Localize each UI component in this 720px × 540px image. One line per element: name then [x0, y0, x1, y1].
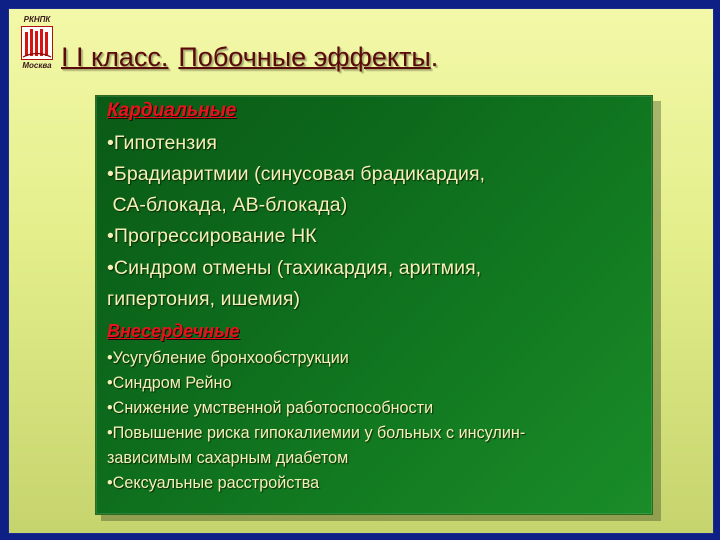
cardiac-item: гипертония, ишемия): [107, 288, 301, 310]
cardiac-item: •Прогрессирование НК: [107, 225, 317, 247]
noncardiac-item: •Сексуальные расстройства: [107, 474, 320, 492]
cardiac-item: СА-блокада, АВ-блокада): [107, 194, 348, 216]
slide: [8, 8, 714, 534]
noncardiac-item: зависимым сахарным диабетом: [107, 449, 349, 467]
title-period: .: [430, 42, 439, 72]
noncardiac-item: •Повышение риска гипокалиемии у больных с инсулин-: [107, 424, 526, 442]
slide-title: [61, 41, 438, 73]
cardiac-item: •Брадиаритмии (синусовая брадикардия,: [107, 163, 486, 185]
logo-bottom-text: Москва: [22, 61, 52, 70]
noncardiac-item: •Усугубление бронхообструкции: [107, 349, 349, 367]
title-side-effects: [178, 42, 438, 72]
cardiac-item: •Синдром отмены (тахикардия, аритмия,: [107, 257, 482, 279]
noncardiac-item: •Снижение умственной работоспособности: [107, 399, 434, 417]
heading-cardiac: Кардиальные: [107, 100, 237, 121]
content-panel: [95, 95, 653, 515]
title-side-effects-text: Побочные эффекты: [178, 42, 431, 72]
logo-emblem-icon: [21, 26, 53, 60]
noncardiac-item: •Синдром Рейно: [107, 374, 232, 392]
logo-top-text: РКНПК: [23, 15, 51, 24]
cardiac-item: •Гипотензия: [107, 132, 217, 154]
rknpk-logo: [18, 15, 56, 73]
heading-noncardiac: Внесердечные: [107, 321, 240, 341]
title-class: I I класс.: [61, 42, 169, 72]
